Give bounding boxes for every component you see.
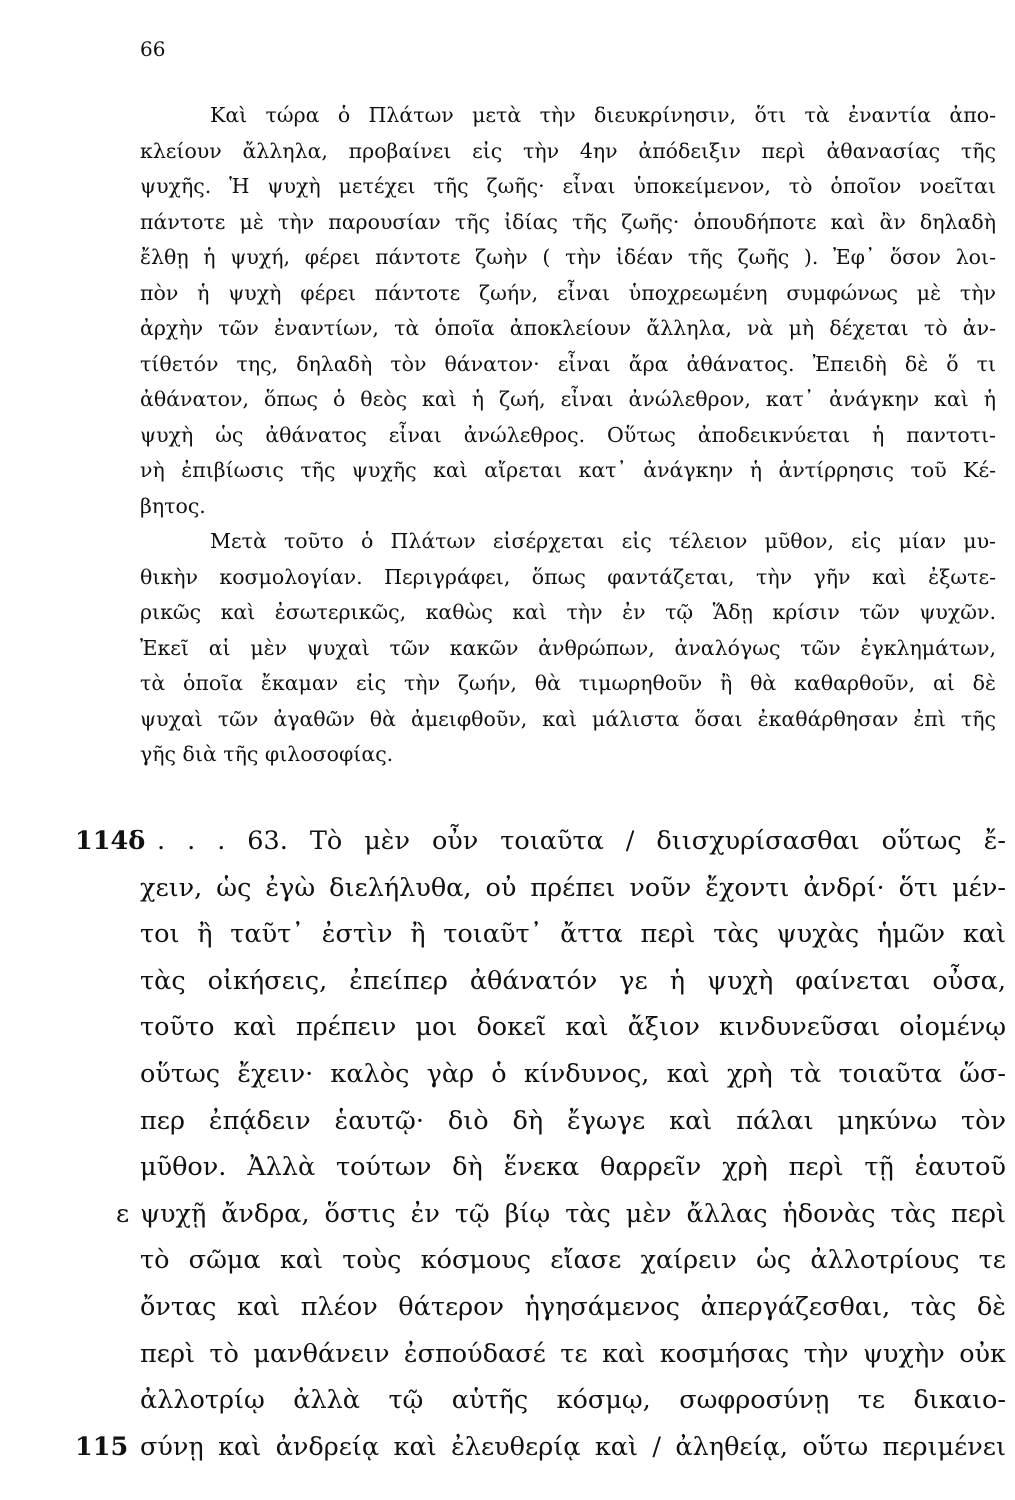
- commentary-line: ἔλθῃ ἡ ψυχή, φέρει πάντοτε ζωὴν ( τὴν ἰδέαν τῆς ζωῆς ). Ἐφ᾽ ὅσον λοι-: [140, 245, 996, 269]
- source-line: τοι ἢ ταῦτ᾽ ἐστὶν ἢ τοιαῦτ᾽ ἄττα περὶ τὰς ψυχὰς ἡμῶν καὶ: [140, 919, 1006, 950]
- commentary-line: Ἐκεῖ αἱ μὲν ψυχαὶ τῶν κακῶν ἀνθρώπων, ἀναλόγως τῶν ἐγκλημάτων,: [140, 635, 996, 660]
- commentary-line: νὴ ἐπιβίωσις τῆς ψυχῆς καὶ αἴρεται κατ᾽ ἀνάγκην ἡ ἀντίρρησις τοῦ Κέ-: [140, 458, 996, 482]
- source-line: [116, 1191, 1006, 1238]
- source-line: τὰς οἰκήσεις, ἐπείπερ ἀθάνατόν γε ἡ ψυχὴ φαίνεται οὖσα,: [140, 965, 1006, 996]
- source-line: χειν, ὡς ἐγὼ διελήλυθα, οὐ πρέπει νοῦν ἔχοντι ἀνδρί· ὅτι μέν-: [140, 872, 1006, 903]
- source-line-text: ψυχῇ ἄνδρα, ὅστις ἐν τῷ βίῳ τὰς μὲν ἄλλας ἡδονὰς τὰς περὶ: [140, 1198, 1006, 1229]
- commentary-line: πάντοτε μὲ τὴν παρουσίαν τῆς ἰδίας τῆς ζωῆς· ὁπουδήποτε καὶ ἂν δηλαδὴ: [140, 209, 996, 234]
- source-line: οὕτως ἔχειν· καλὸς γὰρ ὁ κίνδυνος, καὶ χρὴ τὰ τοιαῦτα ὥσ-: [140, 1058, 1006, 1089]
- source-line: [75, 1424, 1006, 1471]
- commentary-line: Καὶ τώρα ὁ Πλάτων μετὰ τὴν διευκρίνησιν, ὅτι τὰ ἐναντία ἀπο-: [210, 103, 996, 127]
- source-line-text: σύνῃ καὶ ἀνδρείᾳ καὶ ἐλευθερίᾳ καὶ / ἀληθείᾳ, οὕτω περιμένει: [140, 1431, 1006, 1462]
- source-line: ἀλλοτρίῳ ἀλλὰ τῷ αὑτῆς κόσμῳ, σωφροσύνῃ τε δικαιο-: [140, 1385, 1006, 1416]
- commentary-line: θικὴν κοσμολογίαν. Περιγράφει, ὅπως φαντάζεται, τὴν γῆν καὶ ἐξωτε-: [140, 564, 996, 589]
- commentary-line: ἀρχὴν τῶν ἐναντίων, τὰ ὁποῖα ἀποκλείουν ἄλληλα, νὰ μὴ δέχεται τὸ ἀν-: [140, 316, 996, 340]
- commentary-line: τίθετόν της, δηλαδὴ τὸν θάνατον· εἶναι ἄρα ἀθάνατος. Ἐπειδὴ δὲ ὅ τι: [140, 351, 996, 376]
- margin-reference: 114δ: [75, 826, 146, 856]
- source-line: ὄντας καὶ πλέον θάτερον ἡγησάμενος ἀπεργάζεσθαι, τὰς δὲ: [140, 1291, 1006, 1322]
- source-line: τοῦτο καὶ πρέπειν μοι δοκεῖ καὶ ἄξιον κινδυνεῦσαι οἰομένῳ: [140, 1012, 1006, 1043]
- source-line-text: . . . 63. Τὸ μὲν οὖν τοιαῦτα / διισχυρίσασθαι οὕτως ἔ-: [157, 826, 1006, 856]
- commentary-line: τὰ ὁποῖα ἔκαμαν εἰς τὴν ζωήν, θὰ τιμωρηθοῦν ἢ θὰ καθαρθοῦν, αἱ δὲ: [140, 671, 996, 695]
- source-line: περὶ τὸ μανθάνειν ἐσπούδασέ τε καὶ κοσμήσας τὴν ψυχὴν οὐκ: [140, 1338, 1006, 1369]
- commentary-line: Μετὰ τοῦτο ὁ Πλάτων εἰσέρχεται εἰς τέλειον μῦθον, εἰς μίαν μυ-: [210, 529, 996, 553]
- page-number: 66: [140, 37, 166, 61]
- commentary-line: ψυχὴ ὡς ἀθάνατος εἶναι ἀνώλεθρος. Οὕτως ἀποδεικνύεται ἡ παντοτι-: [140, 422, 996, 447]
- commentary-line: γῆς διὰ τῆς φιλοσοφίας.: [140, 742, 394, 766]
- source-text-passage: [75, 818, 1006, 1470]
- source-line: [75, 818, 1006, 865]
- source-line: περ ἐπᾴδειν ἑαυτῷ· διὸ δὴ ἔγωγε καὶ πάλαι μηκύνω τὸν: [140, 1105, 1006, 1136]
- margin-reference: 115: [75, 1431, 129, 1462]
- commentary-line: ψυχῆς. Ἡ ψυχὴ μετέχει τῆς ζωῆς· εἶναι ὑποκείμενον, τὸ ὁποῖον νοεῖται: [140, 174, 996, 198]
- commentary-text: [140, 98, 996, 773]
- commentary-line: ψυχαὶ τῶν ἀγαθῶν θὰ ἀμειφθοῦν, καὶ μάλιστα ὅσαι ἐκαθάρθησαν ἐπὶ τῆς: [140, 706, 996, 731]
- commentary-line: πὸν ἡ ψυχὴ φέρει πάντοτε ζωήν, εἶναι ὑποχρεωμένη συμφώνως μὲ τὴν: [140, 280, 996, 305]
- commentary-line: ἀθάνατον, ὅπως ὁ θεὸς καὶ ἡ ζωή, εἶναι ἀνώλεθρον, κατ᾽ ἀνάγκην καὶ ἡ: [140, 387, 996, 411]
- commentary-line: κλείουν ἄλληλα, προβαίνει εἰς τὴν 4ην ἀπόδειξιν περὶ ἀθανασίας τῆς: [140, 138, 996, 163]
- commentary-line: ρικῶς καὶ ἐσωτερικῶς, καθὼς καὶ τὴν ἐν τῷ Ἅδῃ κρίσιν τῶν ψυχῶν.: [140, 600, 996, 624]
- source-line: μῦθον. Ἀλλὰ τούτων δὴ ἕνεκα θαρρεῖν χρὴ περὶ τῇ ἑαυτοῦ: [140, 1152, 1006, 1183]
- source-line: τὸ σῶμα καὶ τοὺς κόσμους εἴασε χαίρειν ὡς ἀλλοτρίους τε: [140, 1245, 1006, 1276]
- margin-reference: ε: [116, 1198, 130, 1229]
- commentary-line: βητος.: [140, 493, 206, 518]
